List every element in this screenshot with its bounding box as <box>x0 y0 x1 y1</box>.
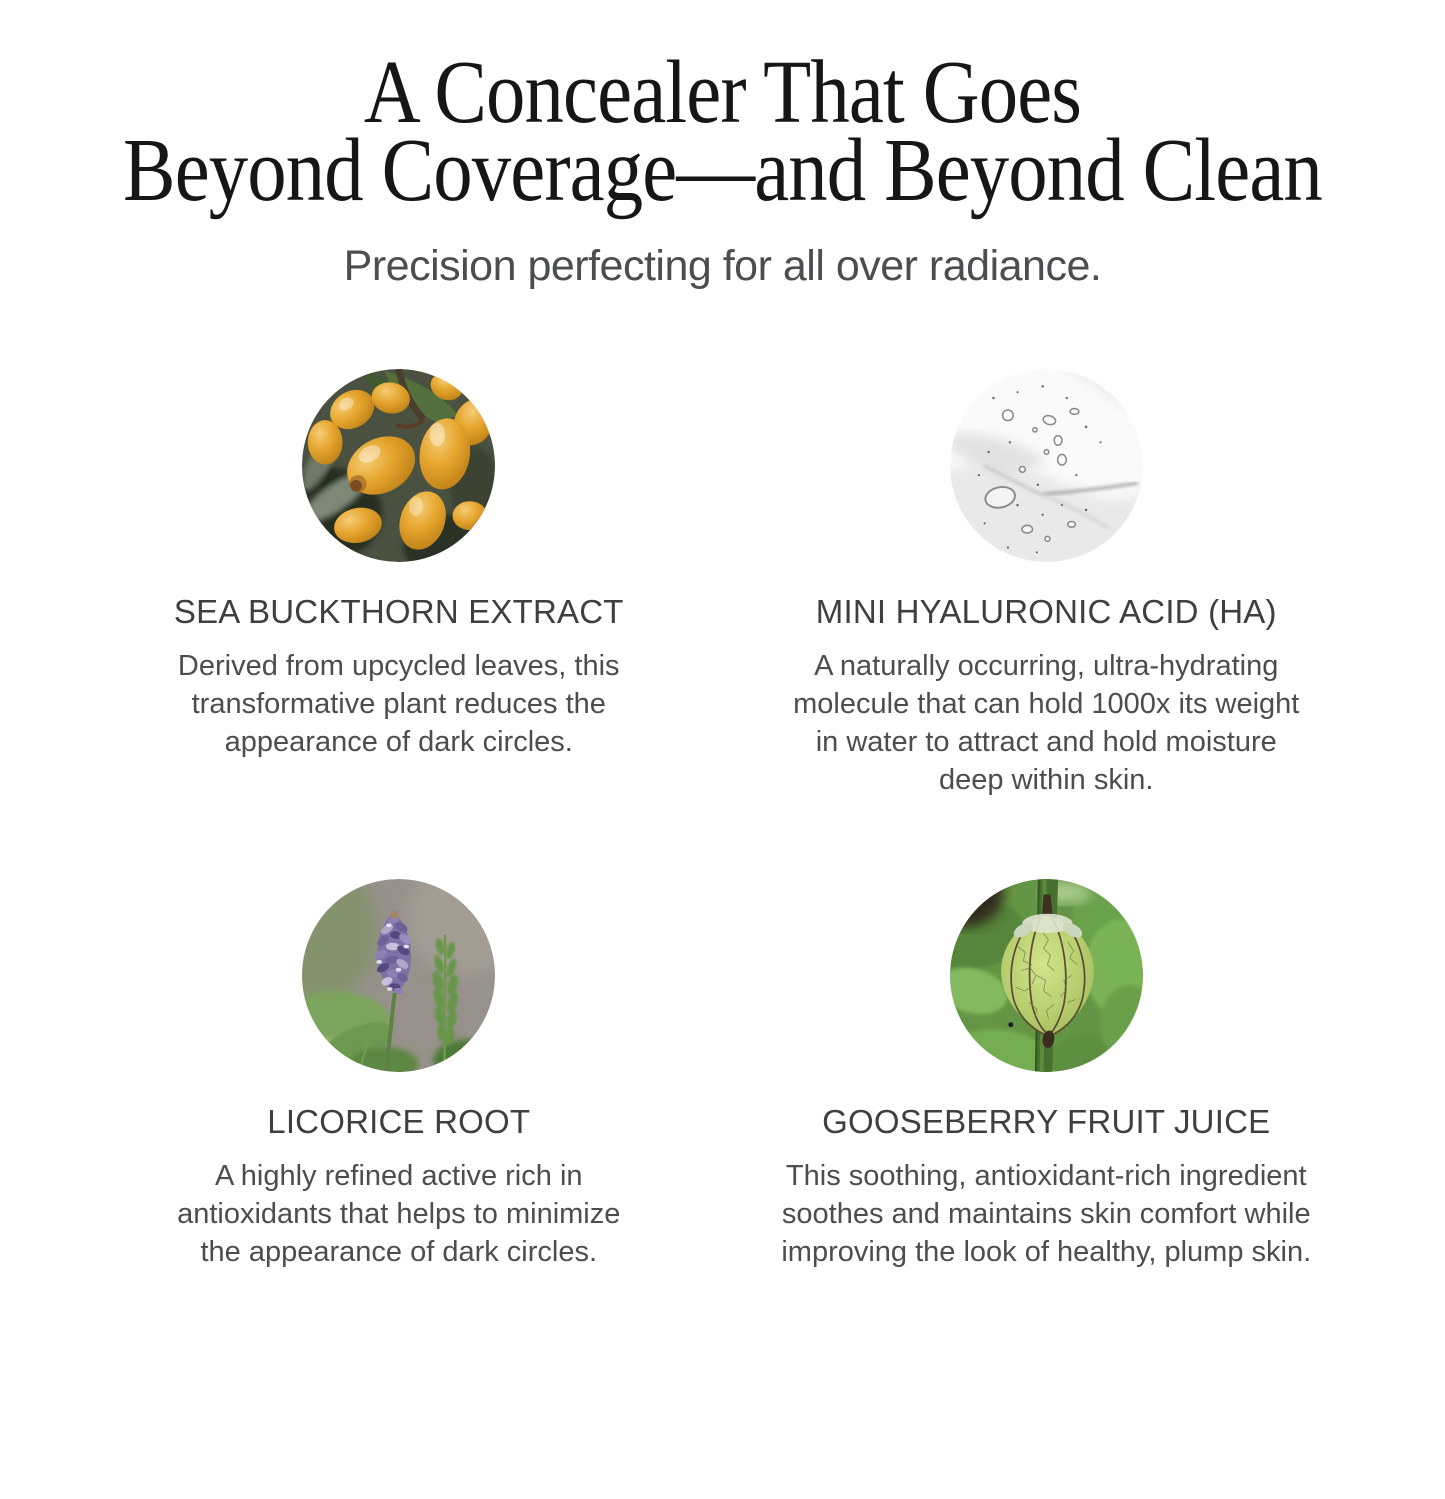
ingredient-card-sea-buckthorn <box>163 369 635 799</box>
ingredient-card-gooseberry <box>772 879 1320 1271</box>
sea-buckthorn-berries-photo <box>302 369 495 562</box>
ingredient-heading: MINI HYALURONIC ACID (HA) <box>815 593 1277 630</box>
page-subtitle: Precision perfecting for all over radiance. <box>343 242 1102 290</box>
ingredient-heading: LICORICE ROOT <box>267 1103 531 1140</box>
ingredient-description: A highly refined active rich in antioxidants that helps to minimize the appearance of dark circles. <box>177 1160 621 1268</box>
ingredient-description: Derived from upcycled leaves, this transformative plant reduces the appearance of dark circles. <box>177 650 620 758</box>
ingredient-card-licorice-root <box>163 879 635 1271</box>
ingredient-heading: SEA BUCKTHORN EXTRACT <box>173 593 624 630</box>
page-title <box>90 43 1354 220</box>
ingredient-heading: GOOSEBERRY FRUIT JUICE <box>822 1103 1271 1140</box>
page-title-line2: Beyond Coverage—and Beyond Clean <box>123 121 1322 220</box>
ingredient-grid <box>0 369 1445 1271</box>
hyaluronic-acid-gel-texture-photo <box>950 369 1143 562</box>
ingredient-description: A naturally occurring, ultra-hydrating molecule that can hold 1000x its weight in water to attract and hold moisture deep within skin. <box>793 650 1300 796</box>
licorice-root-flower-photo <box>302 879 495 1072</box>
gooseberry-fruit-husk-photo <box>950 879 1143 1072</box>
infographic-page <box>0 43 1445 1499</box>
page-title-line1: A Concealer That Goes <box>363 43 1082 142</box>
ingredient-card-hyaluronic-acid <box>780 369 1312 799</box>
ingredient-description: This soothing, antioxidant-rich ingredient soothes and maintains skin comfort while improving the look of healthy, plump skin. <box>781 1160 1312 1268</box>
